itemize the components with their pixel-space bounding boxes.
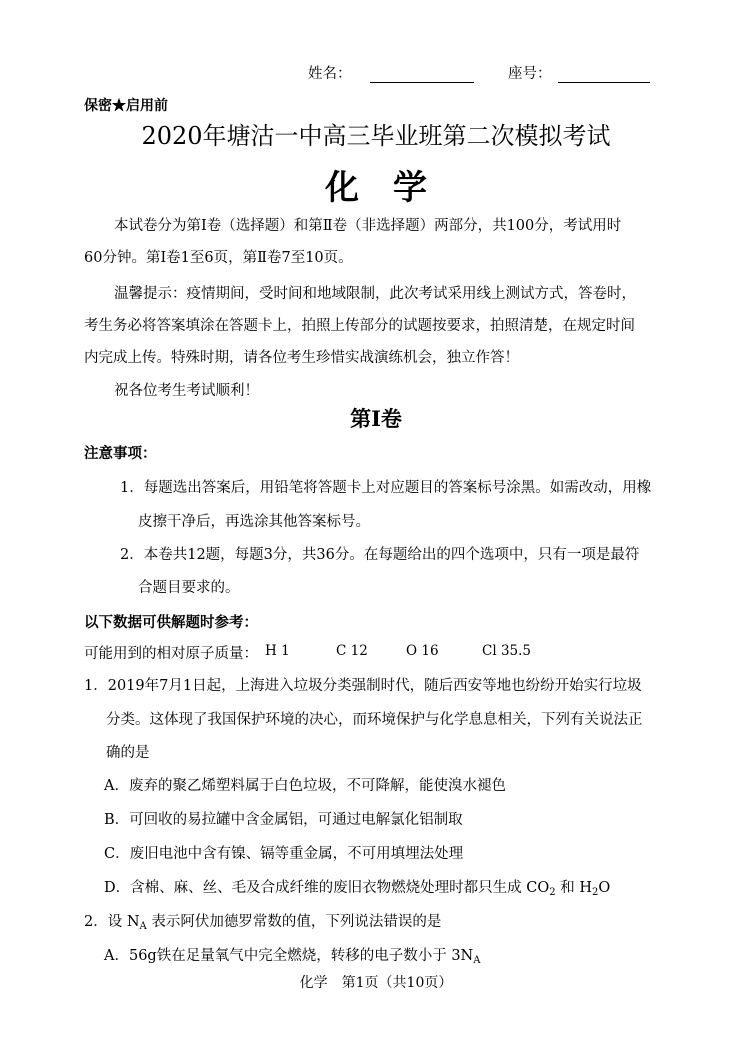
intro-line: 本试卷分为第Ⅰ卷（选择题）和第Ⅱ卷（非选择题）两部分，共100分，考试用时 <box>114 218 622 234</box>
notice-line: 温馨提示：疫情期间，受时间和地域限制，此次考试采用线上测试方式，答卷时， <box>114 286 636 302</box>
atomic-mass-label: 可能用到的相对原子质量： <box>84 646 258 662</box>
exam-title: 2020年塘沽一中高三毕业班第二次模拟考试 <box>141 122 611 150</box>
intro-line: 60分钟。第Ⅰ卷1至6页，第Ⅱ卷7至10页。 <box>84 250 353 266</box>
name-label: 姓名： <box>308 66 352 82</box>
q1-option-a: A．废弃的聚乙烯塑料属于白色垃圾，不可降解，能使溴水褪色 <box>104 778 506 794</box>
q2-option-a: A．56g铁在足量氧气中完全燃烧，转移的电子数小于 $3N_A$ <box>104 948 481 966</box>
confidential-mark: 保密★启用前 <box>84 98 168 114</box>
notes-item: 1．每题选出答案后，用铅笔将答题卡上对应题目的答案标号涂黑。如需改动，用橡 <box>120 480 652 496</box>
q2-stem: 2．设 $N_A$ 表示阿伏加德罗常数的值，下列说法错误的是 <box>84 914 442 932</box>
symbol-na: $N_A$ <box>126 914 147 932</box>
atomic-mass-c: C 12 <box>336 643 368 659</box>
seat-label: 座号： <box>508 66 552 82</box>
name-blank <box>370 66 474 83</box>
atomic-mass-o: O 16 <box>406 643 439 659</box>
q1-stem: 分类。这体现了我国保护环境的决心，而环境保护与化学息息相关，下列有关说法正 <box>106 712 643 728</box>
atomic-mass-h: H 1 <box>265 643 290 659</box>
subject-title: 化 学 <box>325 168 427 208</box>
conjunction: 和 <box>560 880 575 896</box>
good-luck-line: 祝各位考生考试顺利！ <box>114 383 259 399</box>
notice-line: 考生务必将答案填涂在答题卡上，拍照上传部分的试题按要求，拍照清楚，在规定时间 <box>84 318 635 334</box>
reference-heading: 以下数据可供解题时参考： <box>84 614 258 631</box>
notice-line: 内完成上传。特殊时期，请各位考生珍惜实战演练机会，独立作答！ <box>84 350 519 366</box>
q1-option-c: C．废旧电池中含有镍、镉等重金属，不可用填埋法处理 <box>104 846 464 862</box>
notes-heading: 注意事项： <box>84 445 157 462</box>
page-footer: 化学 第1页（共10页） <box>299 975 453 991</box>
seat-field-row <box>508 62 650 83</box>
q1-stem: 确的是 <box>106 745 150 761</box>
atomic-mass-cl: Cl 35.5 <box>482 643 531 659</box>
formula-co2: $CO_2$ <box>526 880 556 898</box>
formula-h2o: $H_2O$ <box>579 880 611 898</box>
section-title: 第Ⅰ卷 <box>350 406 402 431</box>
q1-option-b: B．可回收的易拉罐中含金属铝，可通过电解氯化铝制取 <box>104 812 463 828</box>
q1-option-d-text: D．含棉、麻、丝、毛及合成纤维的废旧衣物燃烧处理时都只生成 <box>104 880 522 896</box>
notes-item: 2．本卷共12题，每题3分，共36分。在每题给出的四个选项中，只有一项是最符 <box>120 547 640 563</box>
notes-item: 皮擦干净后，再选涂其他答案标号。 <box>138 514 370 530</box>
name-field-row <box>308 62 474 83</box>
seat-blank <box>558 66 650 83</box>
q1-option-d <box>104 876 610 897</box>
q1-stem: 1．2019年7月1日起，上海进入垃圾分类强制时代，随后西安等地也纷纷开始实行垃圾 <box>84 678 642 694</box>
value-3na: $3N_A$ <box>451 948 481 966</box>
notes-item: 合题目要求的。 <box>138 580 240 596</box>
